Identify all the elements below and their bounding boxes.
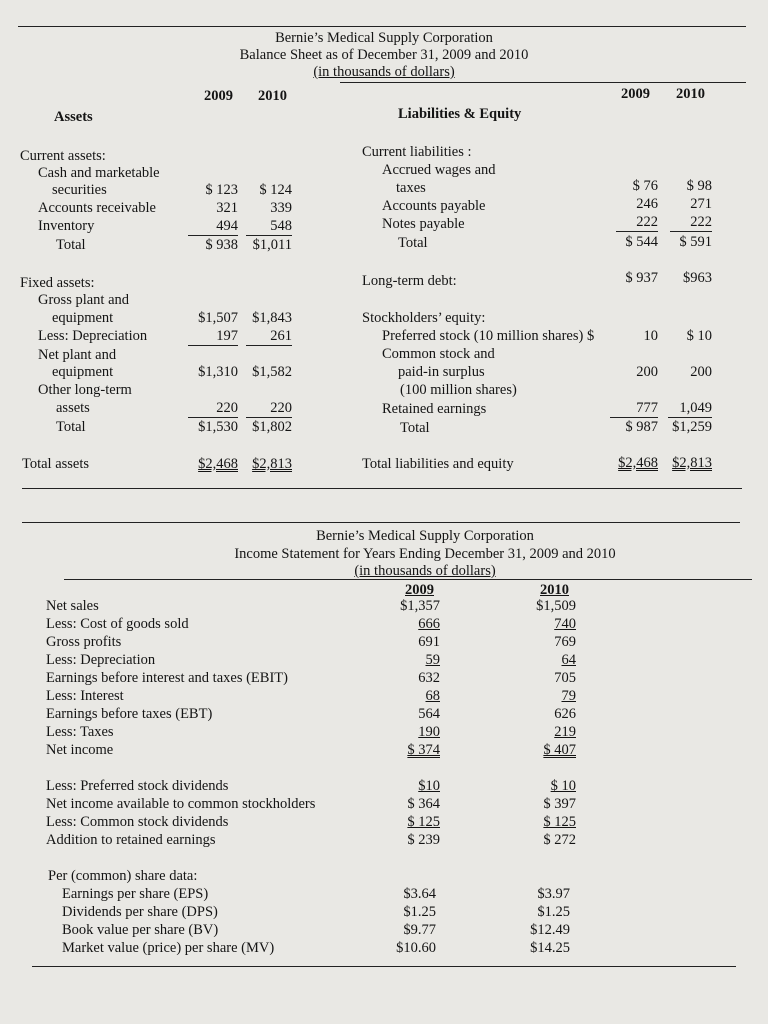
rule [188, 417, 238, 418]
ca-total-2009: $ 938 [205, 237, 238, 253]
cl-total-2009: $ 544 [625, 234, 658, 250]
is-row-label: Less: Interest [46, 688, 124, 704]
aw-label-2: taxes [396, 180, 426, 196]
tle-label: Total liabilities and equity [362, 456, 514, 472]
per-share-2010: $14.25 [530, 940, 570, 956]
olt-label-2: assets [56, 400, 90, 416]
se-total-2010: $1,259 [672, 419, 712, 435]
rule [246, 417, 292, 418]
cash-2009: $ 123 [205, 182, 238, 198]
is-row-label: Less: Depreciation [46, 652, 156, 668]
is-row-2010: $ 272 [543, 832, 576, 848]
npe-2010: $1,582 [252, 364, 292, 380]
cash-label-1: Cash and marketable [38, 165, 160, 181]
ar-2010: 339 [270, 200, 292, 216]
se-label: Stockholders’ equity: [362, 310, 486, 326]
bs-units: (in thousands of dollars) [313, 64, 455, 80]
per-share-2010: $1.25 [537, 904, 570, 920]
cs-label-2: paid-in surplus [398, 364, 485, 380]
per-share-label: Market value (price) per share (MV) [62, 940, 275, 956]
re-2010: 1,049 [679, 400, 712, 416]
ltd-2009: $ 937 [625, 270, 658, 286]
npe-2009: $1,310 [198, 364, 238, 380]
is-row-2009: 68 [425, 688, 440, 704]
is-row-2010: 626 [554, 706, 576, 722]
per-share-2009: $1.25 [403, 904, 436, 920]
pref-2010: $ 10 [686, 328, 712, 344]
top-rule [18, 26, 746, 27]
is-row-2009: $ 364 [407, 796, 440, 812]
np-2010: 222 [690, 214, 712, 230]
per-share-2009: $3.64 [403, 886, 436, 902]
is-row-2010: 64 [561, 652, 576, 668]
is-company: Bernie’s Medical Supply Corporation [316, 528, 534, 544]
inventory-label: Inventory [38, 218, 95, 234]
pref-label: Preferred stock (10 million shares) $ [382, 328, 595, 344]
is-row-2009: 691 [418, 634, 440, 650]
total-assets-2010: $2,813 [252, 456, 292, 472]
assets-heading: Assets [54, 109, 93, 125]
is-row-2009: 632 [418, 670, 440, 686]
se-total-2009: $ 987 [625, 419, 658, 435]
rule [188, 235, 238, 236]
is-top-rule [22, 522, 740, 523]
is-year-2009: 2009 [405, 582, 434, 598]
per-share-2009: $9.77 [403, 922, 436, 938]
cl-total-2010: $ 591 [679, 234, 712, 250]
cash-2010: $ 124 [259, 182, 292, 198]
cash-label-2: securities [52, 182, 107, 198]
is-units: (in thousands of dollars) [354, 563, 496, 579]
is-subtitle: Income Statement for Years Ending December 31, 2009 and 2010 [234, 546, 616, 562]
np-label: Notes payable [382, 216, 465, 232]
ar-2009: 321 [216, 200, 238, 216]
bs-company: Bernie’s Medical Supply Corporation [275, 30, 493, 46]
olt-2010: 220 [270, 400, 292, 416]
re-label: Retained earnings [382, 401, 487, 417]
is-row-2010: $ 10 [550, 778, 576, 794]
npe-label-2: equipment [52, 364, 114, 380]
is-row-2010: $ 407 [543, 742, 576, 758]
depreciation-2010: 261 [270, 328, 292, 344]
is-row-label: Earnings before interest and taxes (EBIT) [46, 670, 288, 686]
is-row-2009: $10 [418, 778, 440, 794]
ap-2010: 271 [690, 196, 712, 212]
np-2009: 222 [636, 214, 658, 230]
is-row-label: Addition to retained earnings [46, 832, 216, 848]
total-assets-2009: $2,468 [198, 456, 238, 472]
ca-total-label: Total [56, 237, 86, 253]
is-row-2010: 705 [554, 670, 576, 686]
is-row-2009: $ 125 [407, 814, 440, 830]
inventory-2010: 548 [270, 218, 292, 234]
olt-label-1: Other long-term [38, 382, 132, 398]
cs-label-1: Common stock and [382, 346, 495, 362]
per-share-label: Earnings per share (EPS) [62, 886, 209, 902]
is-row-2009: 564 [418, 706, 440, 722]
per-share-2010: $12.49 [530, 922, 570, 938]
is-row-2009: 59 [425, 652, 440, 668]
cs-label-3: (100 million shares) [400, 382, 517, 398]
bs-subtitle: Balance Sheet as of December 31, 2009 and 2010 [239, 47, 529, 63]
rule [616, 231, 658, 232]
per-share-2010: $3.97 [537, 886, 570, 902]
liab-equity-heading: Liabilities & Equity [398, 106, 522, 122]
rule [668, 417, 712, 418]
is-row-label: Less: Common stock dividends [46, 814, 229, 830]
fa-total-label: Total [56, 419, 86, 435]
bs-header-rule [340, 82, 746, 83]
is-row-label: Net sales [46, 598, 99, 614]
fa-total-2009: $1,530 [198, 419, 238, 435]
is-row-2009: $1,357 [400, 598, 440, 614]
gpe-label-1: Gross plant and [38, 292, 130, 308]
is-row-2010: 219 [554, 724, 576, 740]
ap-label: Accounts payable [382, 198, 486, 214]
is-bottom-rule [32, 966, 736, 967]
is-row-2010: $ 397 [543, 796, 576, 812]
rule [188, 345, 238, 346]
cs-2010: 200 [690, 364, 712, 380]
pref-2009: 10 [643, 328, 658, 344]
ar-label: Accounts receivable [38, 200, 156, 216]
bs-bottom-rule [22, 488, 742, 489]
per-share-2009: $10.60 [396, 940, 436, 956]
is-row-2009: 666 [418, 616, 440, 632]
gpe-2009: $1,507 [198, 310, 238, 326]
bs-liab-year-2010: 2010 [676, 86, 705, 102]
re-2009: 777 [636, 400, 658, 416]
per-share-heading: Per (common) share data: [48, 868, 198, 884]
is-row-label: Less: Taxes [46, 724, 114, 740]
rule [610, 417, 658, 418]
depreciation-label: Less: Depreciation [38, 328, 148, 344]
is-year-2010: 2010 [540, 582, 569, 598]
depreciation-2009: 197 [216, 328, 238, 344]
rule [246, 235, 292, 236]
fa-total-2010: $1,802 [252, 419, 292, 435]
bs-assets-year-2010: 2010 [258, 88, 287, 104]
is-header-rule [64, 579, 752, 580]
per-share-label: Dividends per share (DPS) [62, 904, 218, 920]
is-row-label: Net income [46, 742, 114, 758]
is-row-2009: $ 374 [407, 742, 440, 758]
ltd-2010: $963 [683, 270, 712, 286]
is-row-label: Net income available to common stockholders [46, 796, 316, 812]
npe-label-1: Net plant and [38, 347, 117, 363]
current-assets-label: Current assets: [20, 148, 106, 164]
per-share-label: Book value per share (BV) [62, 922, 219, 938]
is-row-2009: $ 239 [407, 832, 440, 848]
aw-2009: $ 76 [632, 178, 658, 194]
total-assets-label: Total assets [22, 456, 90, 472]
is-row-label: Gross profits [46, 634, 122, 650]
is-row-label: Less: Preferred stock dividends [46, 778, 229, 794]
rule [670, 231, 712, 232]
rule [246, 345, 292, 346]
cl-total-label: Total [398, 235, 428, 251]
gpe-2010: $1,843 [252, 310, 292, 326]
tle-2010: $2,813 [672, 455, 712, 471]
bs-assets-year-2009: 2009 [204, 88, 233, 104]
is-row-2010: $1,509 [536, 598, 576, 614]
tle-2009: $2,468 [618, 455, 658, 471]
current-liab-label: Current liabilities : [362, 144, 472, 160]
ltd-label: Long-term debt: [362, 273, 457, 289]
olt-2009: 220 [216, 400, 238, 416]
cs-2009: 200 [636, 364, 658, 380]
ca-total-2010: $1,011 [252, 237, 292, 253]
se-total-label: Total [400, 420, 430, 436]
is-row-2010: $ 125 [543, 814, 576, 830]
gpe-label-2: equipment [52, 310, 114, 326]
bs-liab-year-2009: 2009 [621, 86, 650, 102]
fixed-assets-label: Fixed assets: [20, 275, 95, 291]
is-row-label: Earnings before taxes (EBT) [46, 706, 213, 722]
is-row-label: Less: Cost of goods sold [46, 616, 189, 632]
is-row-2010: 79 [561, 688, 576, 704]
is-row-2009: 190 [418, 724, 440, 740]
aw-2010: $ 98 [686, 178, 712, 194]
ap-2009: 246 [636, 196, 658, 212]
is-row-2010: 740 [554, 616, 576, 632]
inventory-2009: 494 [216, 218, 238, 234]
aw-label-1: Accrued wages and [382, 162, 496, 178]
is-row-2010: 769 [554, 634, 576, 650]
